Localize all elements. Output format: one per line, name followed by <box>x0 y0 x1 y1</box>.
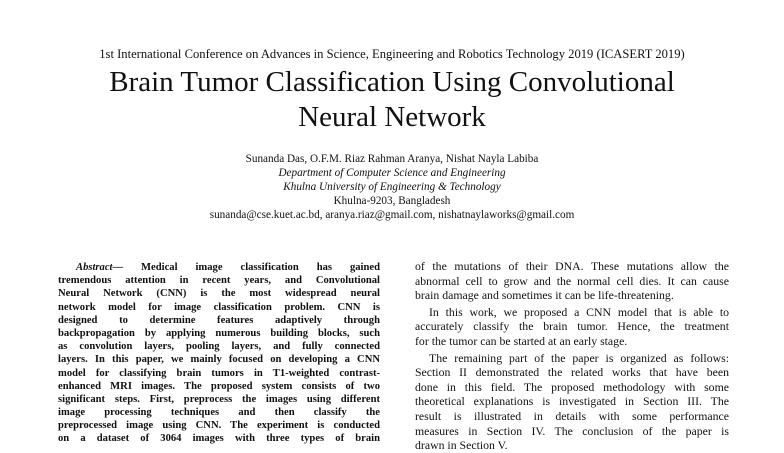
abstract-column <box>58 261 380 446</box>
body-line: accurately classify the brain tumor. Hence, the treatment <box>415 319 729 334</box>
body-line: of the mutations of their DNA. These mutations allow the <box>415 259 729 273</box>
abstract-label: Abstract <box>76 262 113 273</box>
author-emails: sunanda@cse.kuet.ac.bd, aranya.riaz@gmail.com, nishatnaylaworks@gmail.com <box>209 209 575 221</box>
abstract-line: network model for image classification problem. CNN is <box>58 301 380 313</box>
body-line: done in this field. The proposed methodology with some <box>415 379 729 394</box>
abstract-line: backpropagation by applying numerous building blocks, such <box>58 327 380 339</box>
body-line: Section II demonstrated the related works that have been <box>415 365 729 380</box>
abstract-line: as convolution layers, pooling layers, and fully connected <box>58 341 380 353</box>
body-line: measures in Section IV. The conclusion of the paper is <box>415 423 729 438</box>
abstract-line: Neural Network (CNN) is the most widespread neural <box>58 288 380 300</box>
body-line: result is illustrated in details with some performance <box>415 408 729 423</box>
body-right-column <box>415 259 729 453</box>
abstract-line: model for classifying brain tumors in T1-weighted contrast- <box>58 367 380 379</box>
body-line: The remaining part of the paper is organized as follows: <box>429 350 729 365</box>
abstract-line: enhanced MRI images. The proposed system consists of two <box>58 380 380 392</box>
conference-header: 1st International Conference on Advances in Science, Engineering and Robotics Technology 2019 (ICASERT 2019) <box>99 47 685 61</box>
abstract-line: tremendous attention in recent years, and Convolutional <box>58 275 380 287</box>
body-line: for the tumor can be started at an early stage. <box>415 333 628 348</box>
abstract-line: on a dataset of 3064 images with three types of brain <box>58 433 380 445</box>
abstract-line: layers. In this paper, we mainly focused on developing a CNN <box>58 354 380 366</box>
body-line: In this work, we proposed a CNN model that is able to <box>429 304 729 319</box>
abstract-line: image processing techniques and then classify the <box>58 407 380 419</box>
abstract-line: significant steps. First, preprocess the images using different <box>58 393 380 405</box>
abstract-line: preprocessed image using CNN. The experiment is conducted <box>58 420 380 432</box>
body-line: theoretical explanations is investigated in Section III. The <box>415 394 729 409</box>
paper-title-line-1: Brain Tumor Classification Using Convolutional <box>109 66 675 98</box>
body-line: brain damage and sometimes it can be life-threatening. <box>415 288 674 303</box>
author-city: Khulna-9203, Bangladesh <box>333 195 451 207</box>
paper-title-line-2: Neural Network <box>298 101 486 133</box>
author-names: Sunanda Das, O.F.M. Riaz Rahman Aranya, Nishat Nayla Labiba <box>245 153 539 165</box>
author-department: Department of Computer Science and Engineering <box>278 167 506 179</box>
author-university: Khulna University of Engineering & Technology <box>283 181 501 193</box>
body-line: drawn in Section V. <box>415 438 508 453</box>
abstract-first-line <box>58 261 380 274</box>
body-line: abnormal cell to grow and the normal cell dies. It can cause <box>415 273 729 288</box>
abstract-line: designed to determine features adaptively through <box>58 314 380 326</box>
abstract-first-line-text: — Medical image classification has gained <box>112 262 380 273</box>
